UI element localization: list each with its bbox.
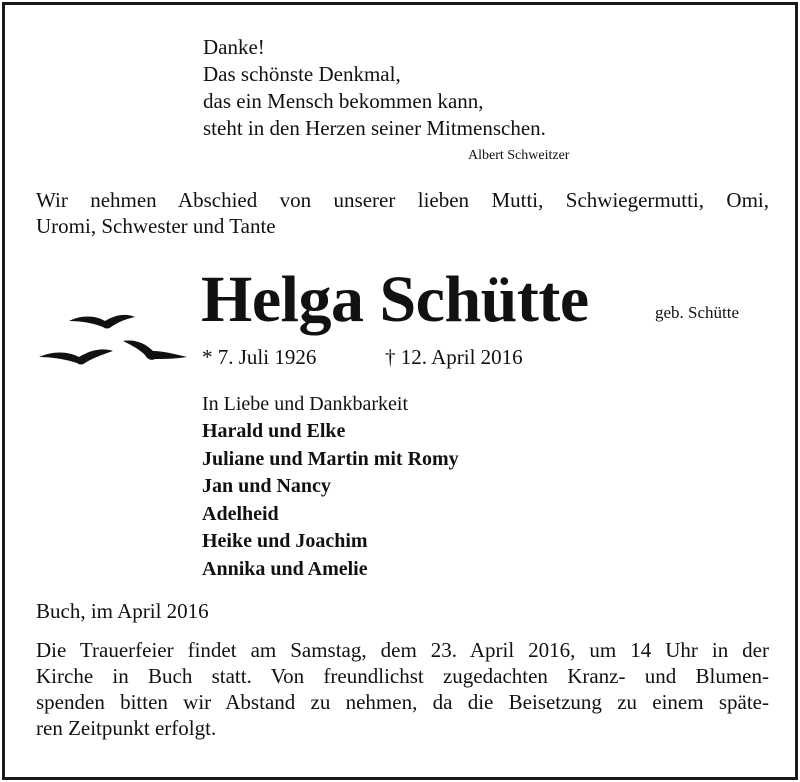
birth-name: geb. Schütte — [655, 303, 740, 322]
flying-birds-icon — [35, 301, 205, 371]
quote-line: Danke! — [203, 35, 265, 59]
funeral-notice-line: Die Trauerfeier findet am Samstag, dem 23. April 2016, um 14 Uhr in der — [36, 638, 769, 662]
intro-line: Wir nehmen Abschied von unserer lieben Mutti, Schwiegermutti, Omi, — [36, 188, 769, 212]
intro-text — [36, 187, 769, 239]
funeral-notice — [36, 637, 769, 741]
mourner-name: Jan und Nancy — [202, 475, 331, 497]
place-date: Buch, im April 2016 — [36, 599, 209, 623]
mourner-name: Juliane und Martin mit Romy — [202, 447, 459, 470]
quote-line: das ein Mensch bekommen kann, — [203, 89, 484, 113]
funeral-notice-line: Kirche in Buch statt. Von freundlichst zugedachten Kranz- und Blumen- — [36, 664, 769, 688]
deceased-name: Helga Schütte — [201, 263, 589, 336]
death-date: † 12. April 2016 — [385, 345, 523, 369]
birth-date: * 7. Juli 1926 — [202, 345, 317, 369]
quote-line: steht in den Herzen seiner Mitmenschen. — [203, 116, 546, 140]
mourner-name: Heike und Joachim — [202, 530, 368, 552]
mourners-intro: In Liebe und Dankbarkeit — [202, 393, 409, 415]
quote-line: Das schönste Denkmal, — [203, 62, 401, 86]
mourner-name: Annika und Amelie — [202, 557, 368, 580]
obituary-notice — [2, 2, 798, 780]
mourner-name: Adelheid — [202, 502, 279, 525]
funeral-notice-line: ren Zeitpunkt erfolgt. — [36, 716, 217, 740]
mourners-block — [202, 391, 622, 583]
quote-block — [203, 34, 643, 142]
funeral-notice-line: spenden bitten wir Abstand zu nehmen, da die Beisetzung zu einem späte- — [36, 690, 769, 714]
intro-line: Uromi, Schwester und Tante — [36, 214, 276, 238]
mourner-name: Harald und Elke — [202, 420, 346, 442]
quote-author: Albert Schweitzer — [468, 148, 570, 163]
